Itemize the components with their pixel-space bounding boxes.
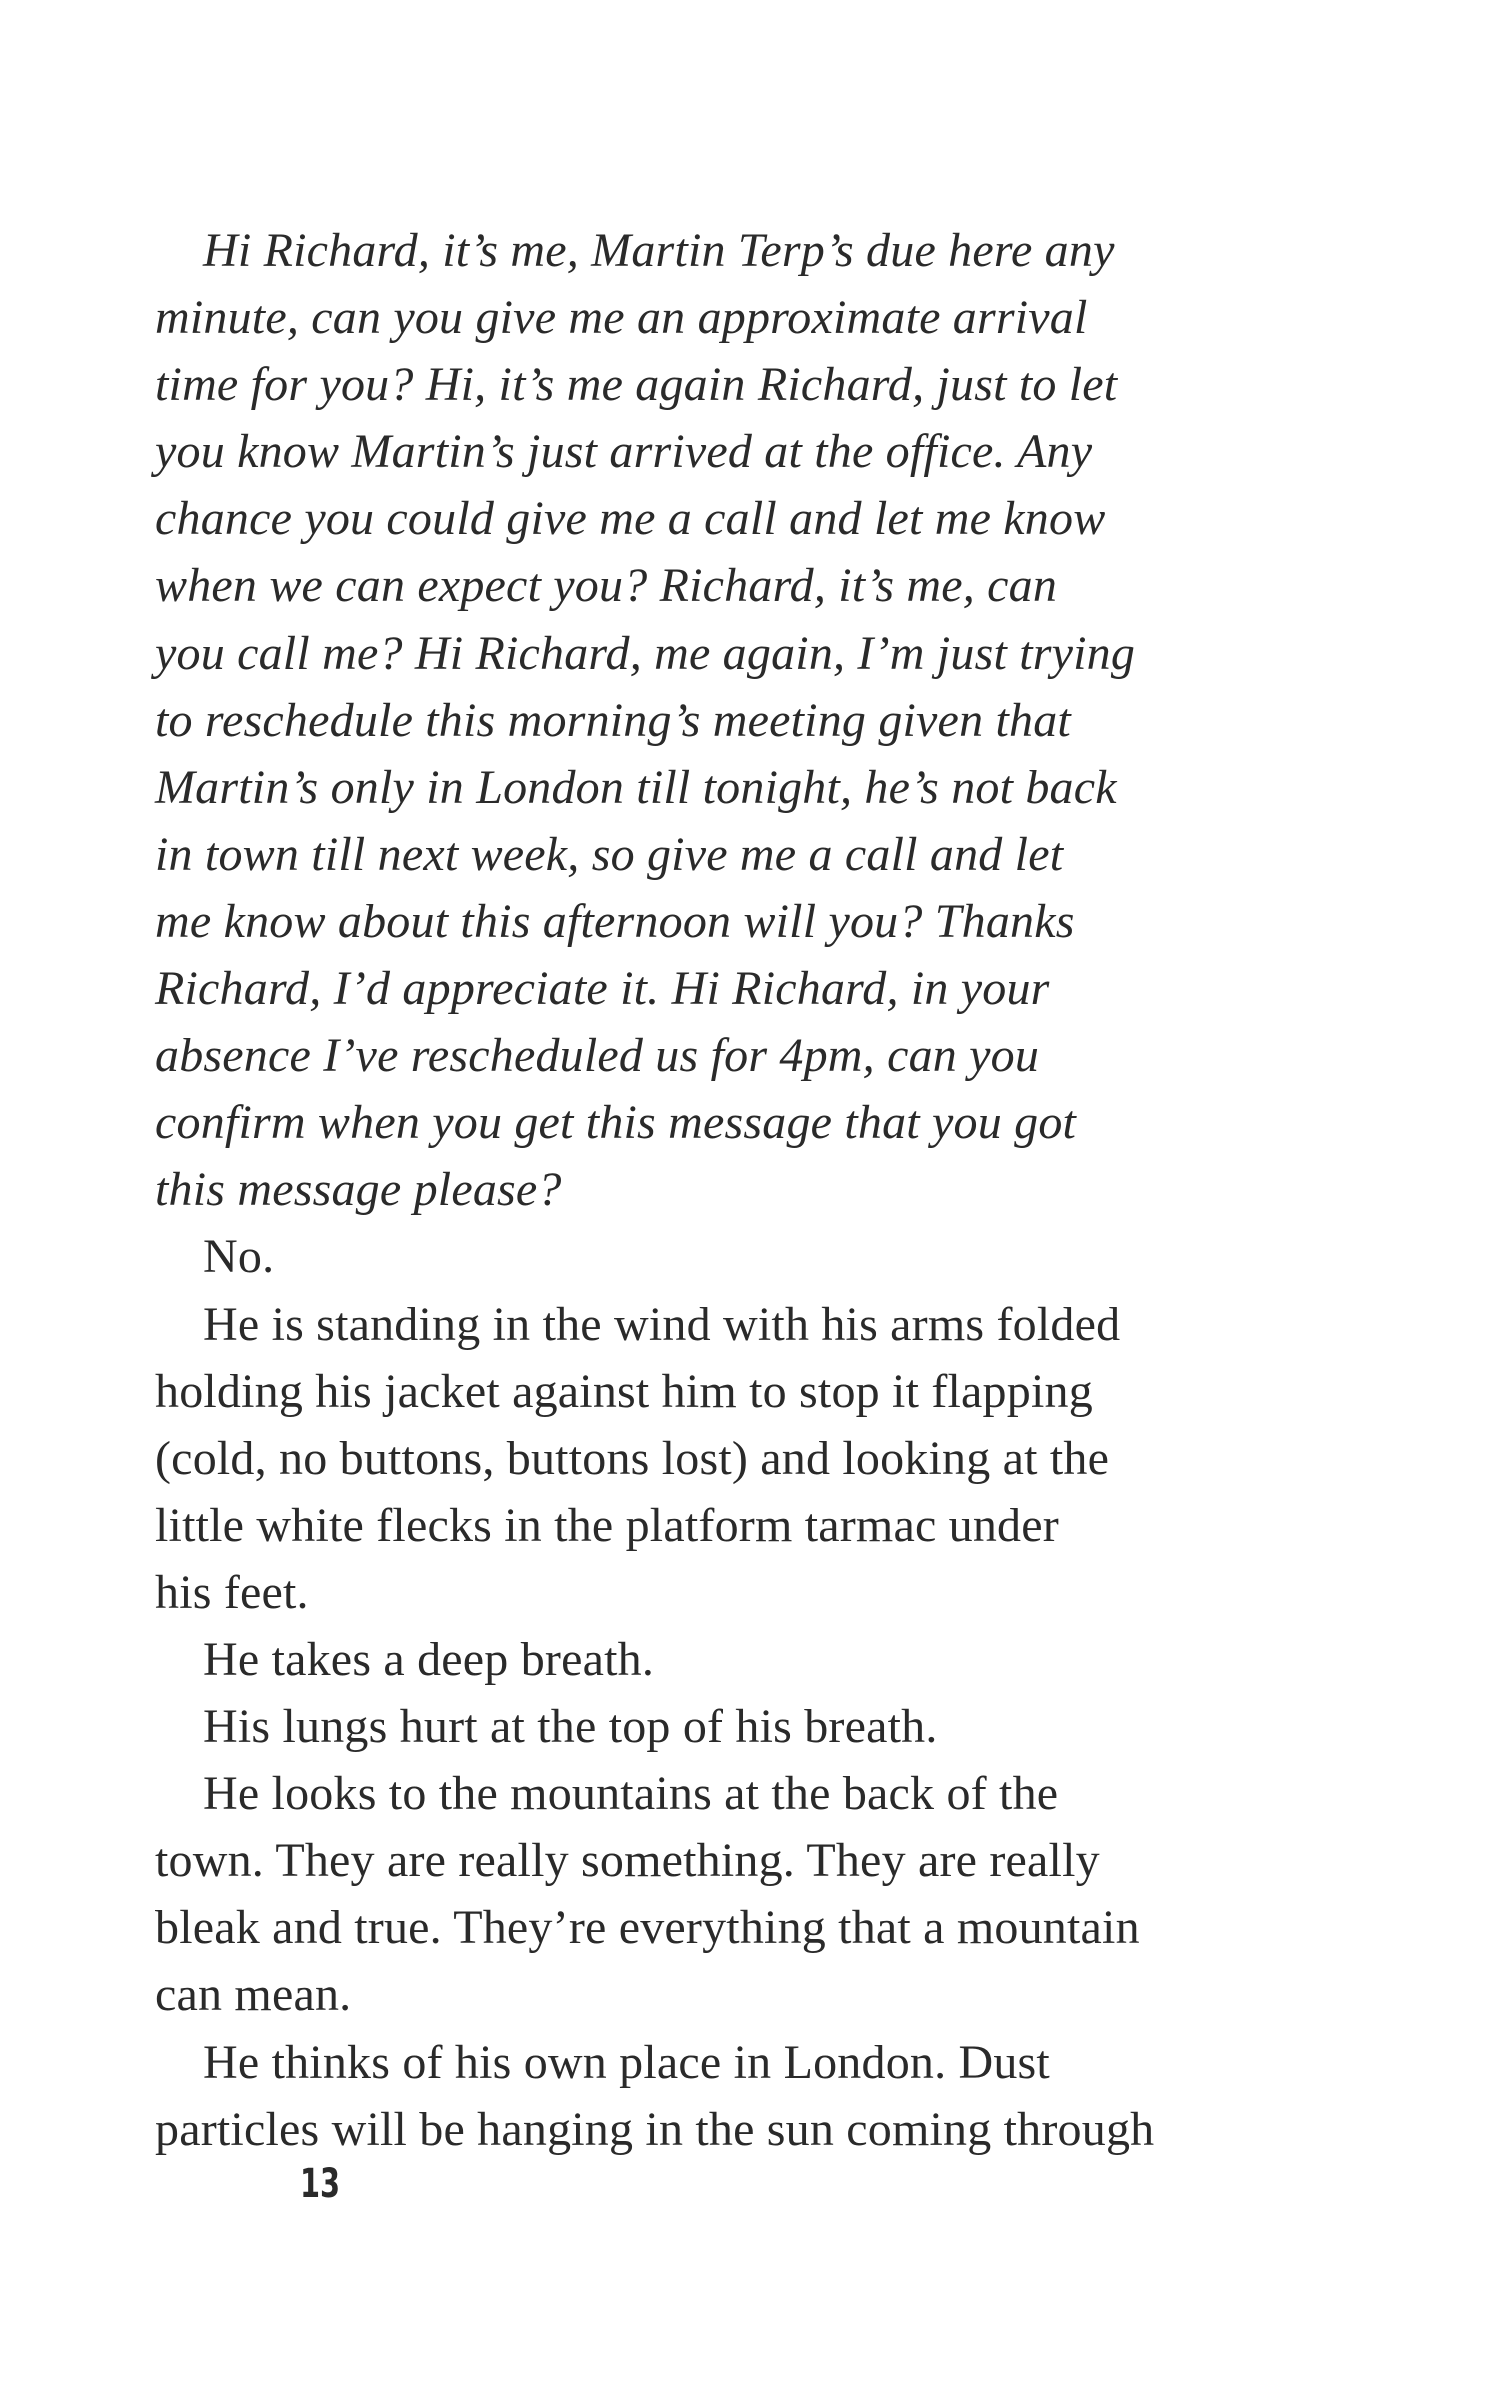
voicemail-line: in town till next week, so give me a call and let <box>155 827 1064 881</box>
narrative-line: little white flecks in the platform tarmac under <box>155 1498 1059 1552</box>
voicemail-line: Hi Richard, it’s me, Martin Terp’s due here any <box>203 224 1115 277</box>
body-text <box>155 217 1305 2163</box>
narrative-line: No. <box>203 1230 275 1284</box>
narrative-line: He looks to the mountains at the back of the <box>203 1767 1059 1821</box>
voicemail-line: when we can expect you? Richard, it’s me, can <box>155 559 1058 613</box>
page-number: 13 <box>300 2161 341 2207</box>
voicemail-line: confirm when you get this message that you got <box>155 1096 1077 1150</box>
voicemail-line: time for you? Hi, it’s me again Richard, just to let <box>155 358 1118 412</box>
voicemail-line: minute, can you give me an approximate arrival <box>155 291 1088 345</box>
voicemail-line: you know Martin’s just arrived at the office. Any <box>155 425 1093 479</box>
narrative-line: He is standing in the wind with his arms folded <box>203 1297 1121 1351</box>
voicemail-line: Richard, I’d appreciate it. Hi Richard, in your <box>155 962 1050 1016</box>
narrative-line: particles will be hanging in the sun coming through <box>155 2102 1155 2156</box>
narrative-line: his feet. <box>155 1565 309 1619</box>
narrative-line: bleak and true. They’re everything that a mountain <box>155 1901 1140 1955</box>
narrative-line: (cold, no buttons, buttons lost) and looking at the <box>155 1431 1110 1485</box>
voicemail-line: me know about this afternoon will you? Thanks <box>155 894 1075 948</box>
narrative-line: He takes a deep breath. <box>203 1632 655 1686</box>
voicemail-line: Martin’s only in London till tonight, he’s not back <box>155 760 1117 814</box>
voicemail-line: this message please? <box>155 1163 562 1217</box>
voicemail-line: absence I’ve rescheduled us for 4pm, can you <box>155 1029 1040 1083</box>
narrative-line: His lungs hurt at the top of his breath. <box>203 1700 938 1754</box>
voicemail-line: you call me? Hi Richard, me again, I’m just trying <box>155 626 1136 680</box>
voicemail-line: chance you could give me a call and let me know <box>155 492 1106 546</box>
voicemail-line: to reschedule this morning’s meeting given that <box>155 693 1071 747</box>
narrative-line: holding his jacket against him to stop it flapping <box>155 1364 1093 1418</box>
narrative-line: can mean. <box>155 1968 352 2022</box>
narrative-line: He thinks of his own place in London. Dust <box>203 2035 1050 2089</box>
narrative-line: town. They are really something. They are really <box>155 1834 1100 1888</box>
